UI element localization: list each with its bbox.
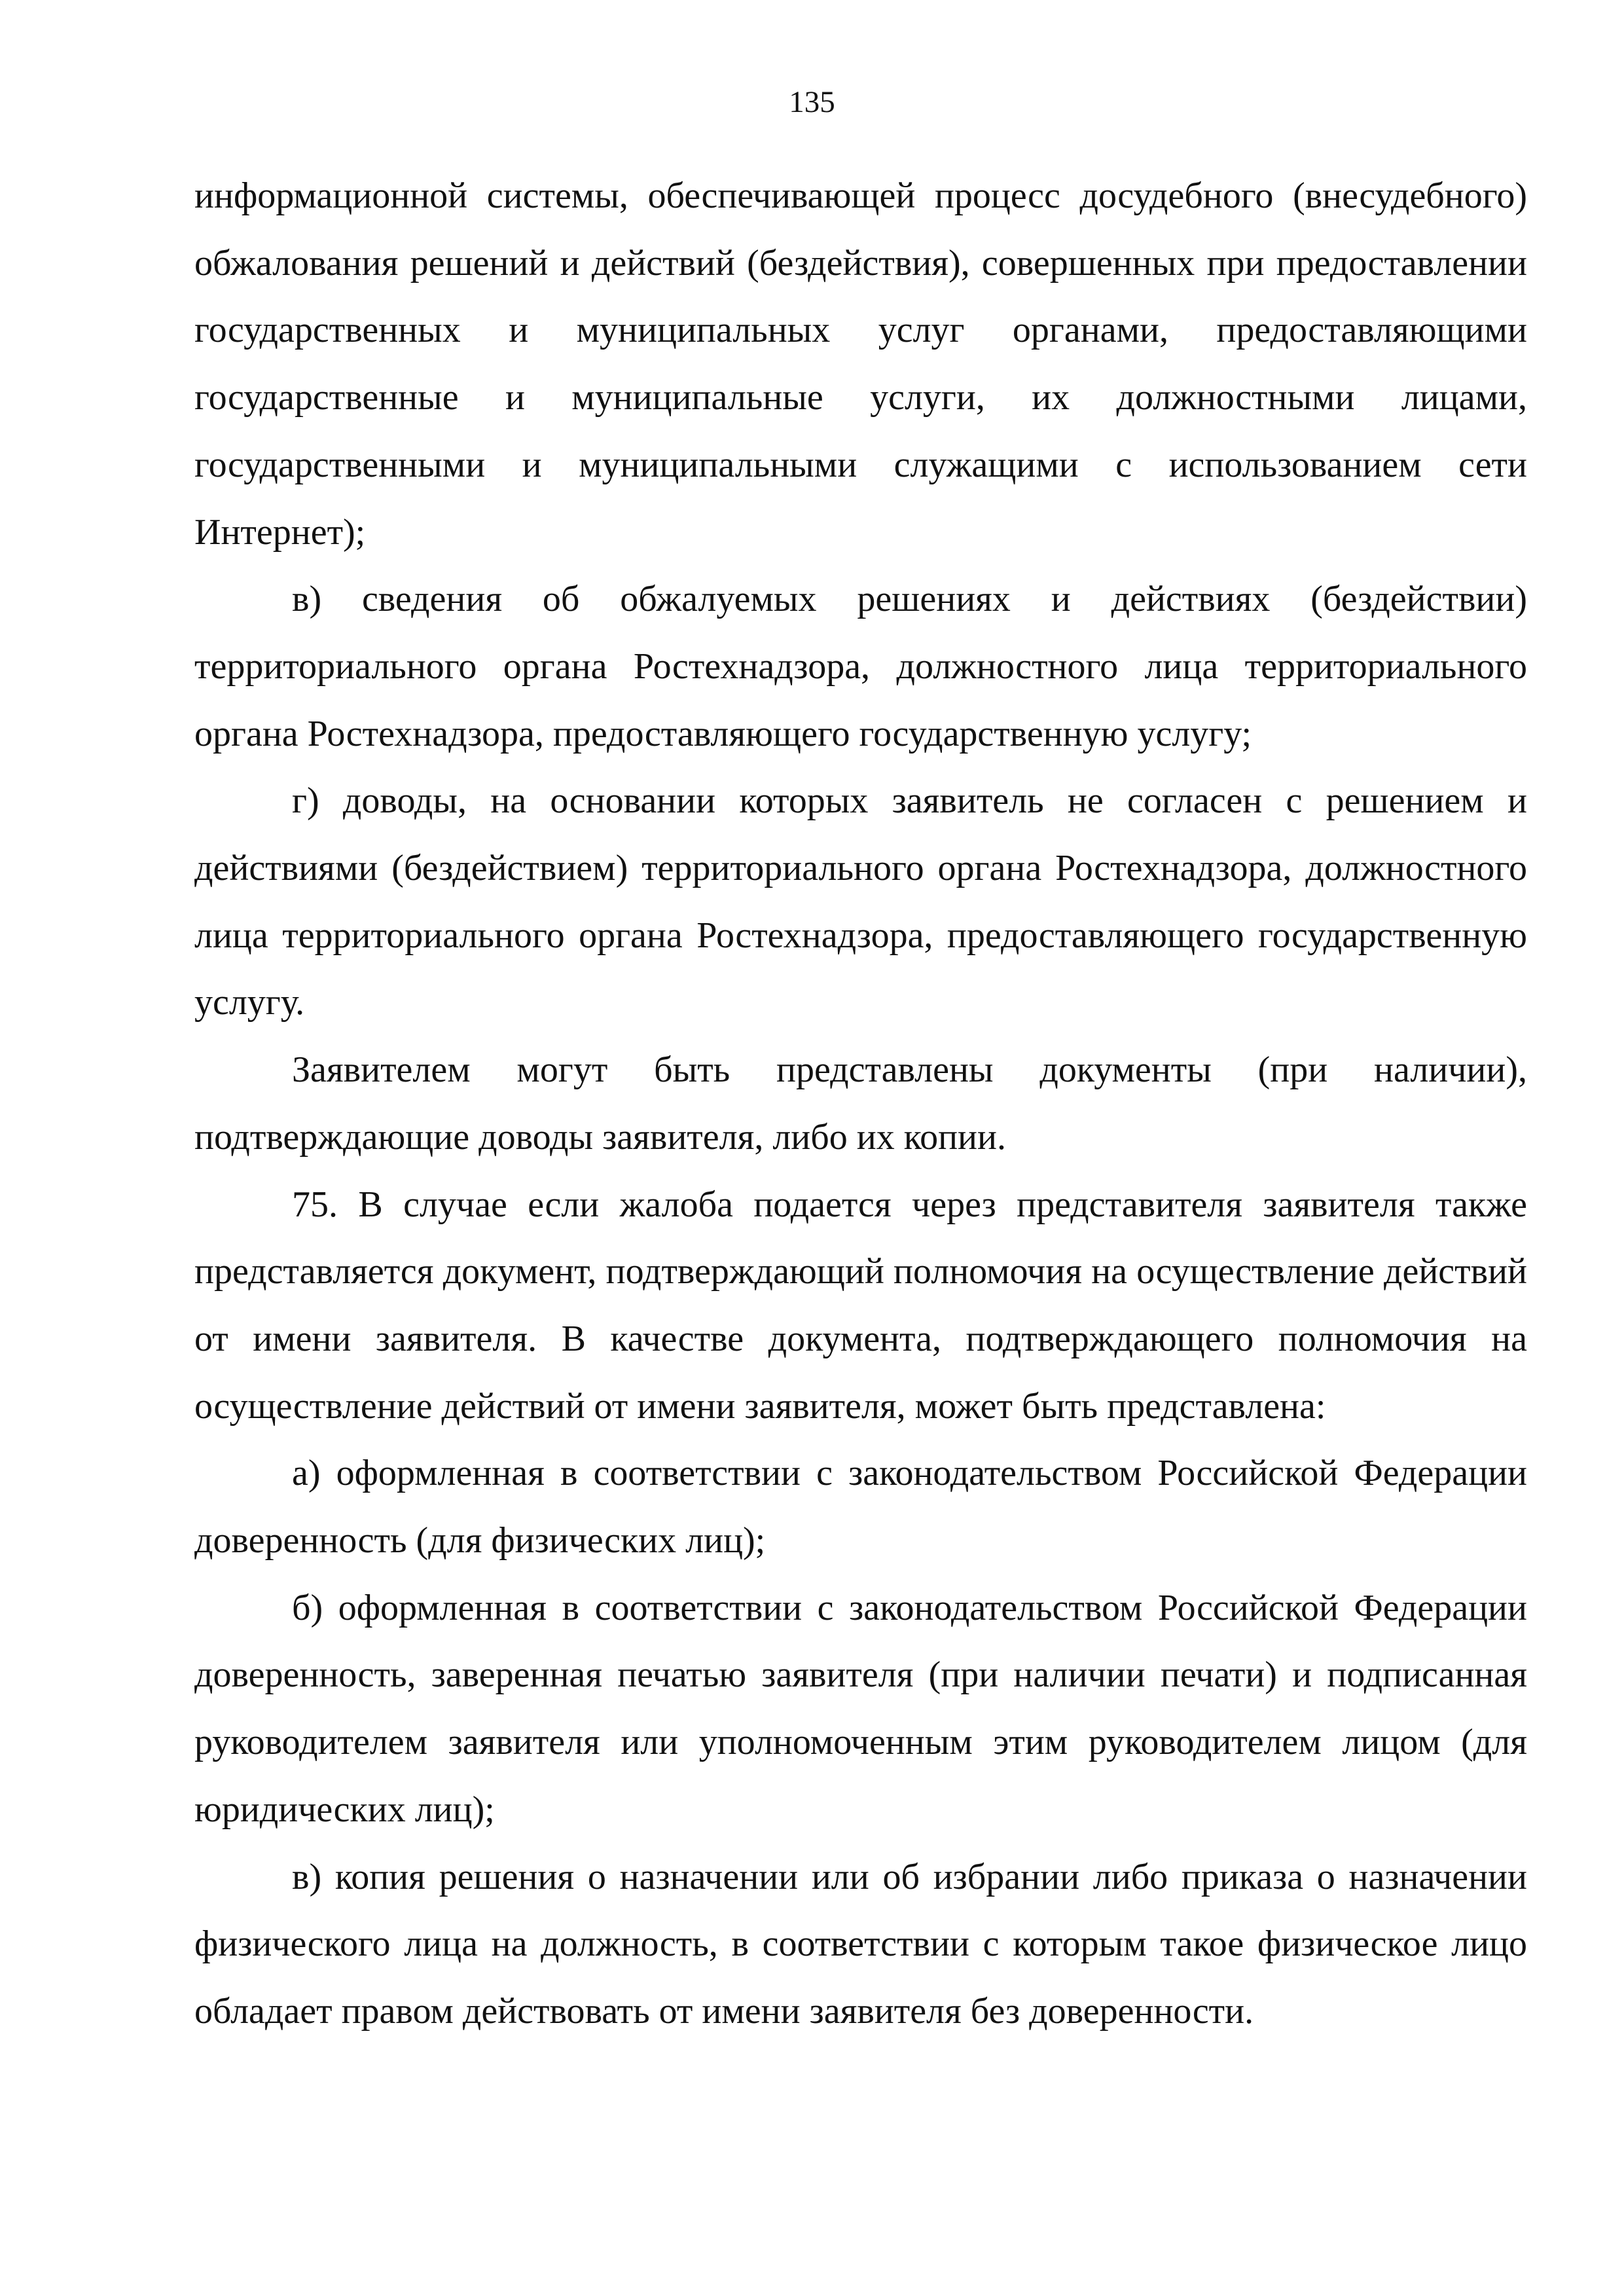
paragraph-item-g-arguments: г) доводы, на основании которых заявитель не согласен с решением и действиями (бездействием) территориального органа Ростехнадзора, должностного лица территориального органа Ростехнадзора, предоставляющего государственную услугу. xyxy=(194,780,1527,1023)
paragraph-supporting-documents: Заявителем могут быть представлены документы (при наличии), подтверждающие доводы заявителя, либо их копии. xyxy=(194,1049,1527,1157)
page-number: 135 xyxy=(789,85,835,119)
paragraph-item-a-power-of-attorney: а) оформленная в соответствии с законодательством Российской Федерации доверенность (для физических лиц); xyxy=(194,1453,1527,1561)
paragraph-clause-75: 75. В случае если жалоба подается через представителя заявителя также представляется документ, подтверждающий полномочия на осуществление действий от имени заявителя. В качестве документа, подтверждающего полномочия на осуществление действий от имени заявителя, может быть представлена: xyxy=(194,1184,1527,1427)
paragraph-continuation: информационной системы, обеспечивающей процесс досудебного (внесудебного) обжалования решений и действий (бездействия), совершенных при предоставлении государственных и муниципальных услуг органами, предоставляющими государственные и муниципальные услуги, их должностными лицами, государственными и муниципальными служащими с использованием сети Интернет); xyxy=(194,175,1527,553)
paragraph-item-v-appointment-copy: в) копия решения о назначении или об избрании либо приказа о назначении физического лица на должность, в соответствии с которым такое физическое лицо обладает правом действовать от имени заявителя без доверенности. xyxy=(194,1856,1527,2032)
paragraph-item-v-appealed-decisions: в) сведения об обжалуемых решениях и действиях (бездействии) территориального органа Ростехнадзора, должностного лица территориального органа Ростехнадзора, предоставляющего государственную услугу; xyxy=(194,579,1527,754)
paragraph-item-b-power-of-attorney-legal: б) оформленная в соответствии с законодательством Российской Федерации доверенность, заверенная печатью заявителя (при наличии печати) и подписанная руководителем заявителя или уполномоченным этим руководителем лицом (для юридических лиц); xyxy=(194,1587,1527,1830)
document-body xyxy=(194,162,1527,2045)
